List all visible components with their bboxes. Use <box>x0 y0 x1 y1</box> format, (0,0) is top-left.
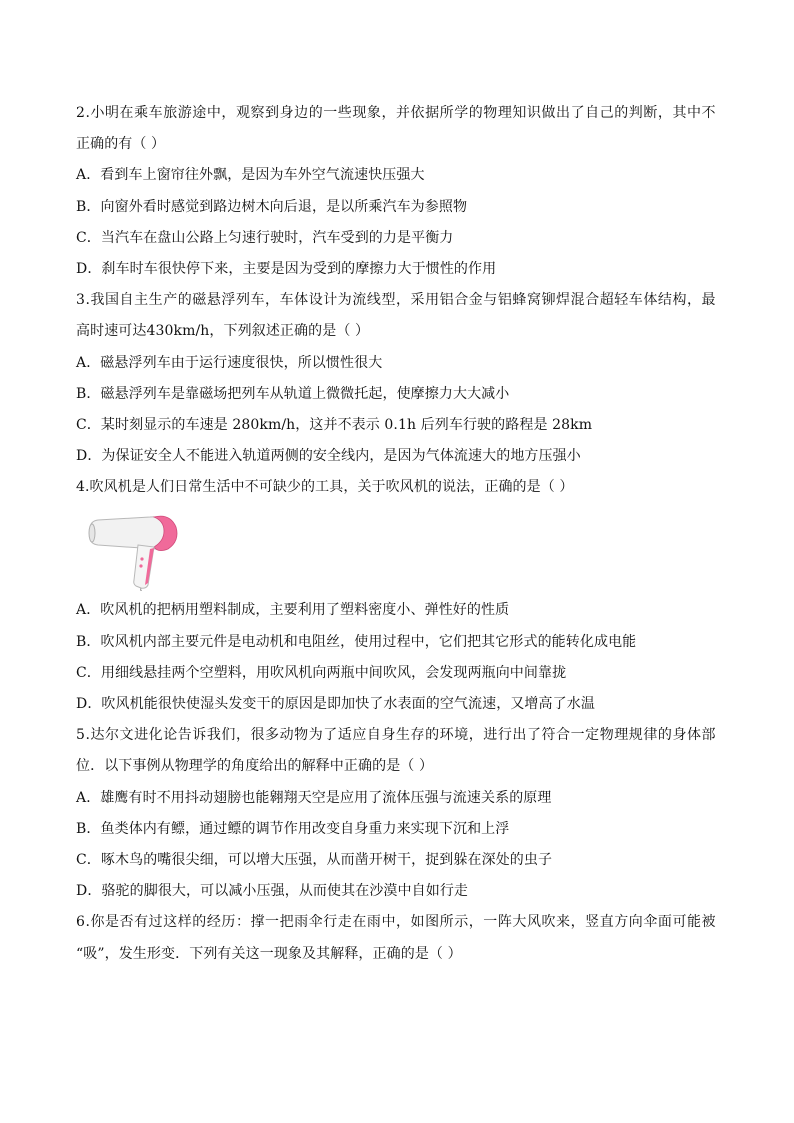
question-3 <box>76 285 722 472</box>
question-stem-line: 3.我国自主生产的磁悬浮列车，车体设计为流线型，采用铝合金与铝蜂窝铆焊混合超轻车体结构，最 <box>76 292 717 309</box>
question-stem-line: 正确的有（ ） <box>76 136 166 153</box>
question-stem-line: 6.你是否有过这样的经历：撑一把雨伞行走在雨中，如图所示，一阵大风吹来，竖直方向伞面可能被 <box>76 914 717 931</box>
option-c: C．当汽车在盘山公路上匀速行驶时，汽车受到的力是平衡力 <box>76 229 454 246</box>
question-5 <box>76 720 722 907</box>
option-c: C．某时刻显示的车速是 280km/h，这并不表示 0.1h 后列车行驶的路程是 28km <box>76 416 593 433</box>
option-b: B．磁悬浮列车是靠磁场把列车从轨道上微微托起，使摩擦力大大减小 <box>76 385 510 402</box>
option-d: D．吹风机能很快使湿头发变干的原因是即加快了水表面的空气流速，又增高了水温 <box>76 696 595 712</box>
option-c: C．用细线悬挂两个空塑料，用吹风机向两瓶中间吹风，会发现两瓶向中间靠拢 <box>76 664 567 681</box>
question-stem-line: 4.吹风机是人们日常生活中不可缺少的工具，关于吹风机的说法，正确的是（ ） <box>76 479 574 496</box>
question-page <box>76 98 722 970</box>
hair-dryer-figure <box>76 503 722 595</box>
question-4 <box>76 472 722 720</box>
option-d: D．为保证安全人不能进入轨道两侧的安全线内，是因为气体流速大的地方压强小 <box>76 448 581 465</box>
question-6 <box>76 907 722 969</box>
option-a: A．雄鹰有时不用抖动翅膀也能翱翔天空是应用了流体压强与流速关系的原理 <box>76 789 552 806</box>
option-b: B．向窗外看时感觉到路边树木向后退，是以所乘汽车为参照物 <box>76 198 468 215</box>
question-stem-line: “吸”，发生形变．下列有关这一现象及其解释，正确的是（ ） <box>76 945 462 962</box>
option-b: B．鱼类体内有鳔，通过鳔的调节作用改变自身重力来实现下沉和上浮 <box>76 820 510 837</box>
option-a: A．看到车上窗帘往外飘，是因为车外空气流速快压强大 <box>76 167 425 184</box>
question-stem-line: 5.达尔文进化论告诉我们，很多动物为了适应自身生存的环境，进行出了符合一定物理规律的身体部 <box>76 727 717 744</box>
question-stem-line: 2.小明在乘车旅游途中，观察到身边的一些现象，并依据所学的物理知识做出了自己的判断，其中不 <box>76 105 717 121</box>
option-d: D．骆驼的脚很大，可以减小压强，从而使其在沙漠中自如行走 <box>76 883 469 900</box>
hair-dryer-icon <box>84 507 184 591</box>
option-c: C．啄木鸟的嘴很尖细，可以增大压强，从而凿开树干，捉到躲在深处的虫子 <box>76 851 553 868</box>
option-a: A．磁悬浮列车由于运行速度很快，所以惯性很大 <box>76 354 383 371</box>
option-a: A．吹风机的把柄用塑料制成，主要利用了塑料密度小、弹性好的性质 <box>76 602 510 619</box>
option-d: D．刹车时车很快停下来，主要是因为受到的摩擦力大于惯性的作用 <box>76 260 497 277</box>
question-stem-line: 高时速可达430km/h，下列叙述正确的是（ ） <box>76 323 370 340</box>
question-2 <box>76 98 722 285</box>
question-stem-line: 位．以下事例从物理学的角度给出的解释中正确的是（ ） <box>76 758 434 775</box>
option-b: B．吹风机内部主要元件是电动机和电阻丝，使用过程中，它们把其它形式的能转化成电能 <box>76 633 637 650</box>
